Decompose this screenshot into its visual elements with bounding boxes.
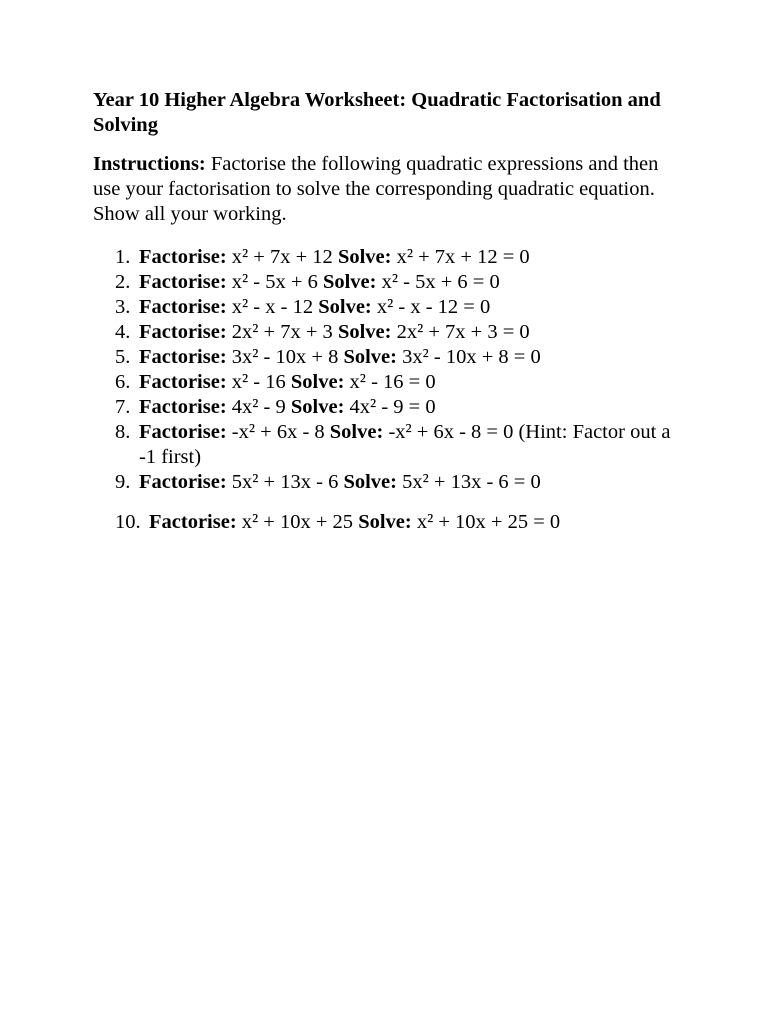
question-body — [149, 510, 560, 535]
question-item — [93, 420, 673, 470]
question-expression: x² + 10x + 25 — [241, 511, 354, 533]
factorise-label: Factorise: — [149, 511, 237, 533]
question-expression: x² + 7x + 12 — [231, 246, 333, 268]
worksheet-title: Year 10 Higher Algebra Worksheet: Quadratic Factorisation and Solving — [93, 89, 661, 136]
question-item — [93, 270, 673, 295]
factorise-label: Factorise: — [139, 421, 227, 443]
solve-label: Solve: — [318, 296, 372, 318]
solve-label: Solve: — [290, 396, 345, 418]
question-expression: -x² + 6x - 8 — [231, 421, 325, 443]
question-number: 1. — [115, 246, 131, 268]
question-equation: x² + 10x + 25 = 0 — [416, 511, 561, 533]
worksheet-page — [93, 88, 673, 535]
factorise-label: Factorise: — [139, 296, 227, 318]
question-item — [93, 245, 673, 270]
question-list — [93, 245, 673, 535]
question-equation: 5x² + 13x - 6 = 0 — [402, 471, 541, 493]
question-number: 4. — [115, 321, 131, 343]
question-expression: x² - 5x + 6 — [231, 271, 318, 293]
question-number: 10. — [115, 511, 141, 533]
question-equation: 4x² - 9 = 0 — [349, 396, 436, 418]
solve-label: Solve: — [343, 471, 397, 493]
question-equation: x² - 5x + 6 = 0 — [381, 271, 500, 293]
question-number: 2. — [115, 271, 131, 293]
factorise-label: Factorise: — [139, 396, 227, 418]
solve-label: Solve: — [337, 321, 392, 343]
question-number: 6. — [115, 371, 131, 393]
question-expression: 3x² - 10x + 8 — [231, 346, 339, 368]
question-number: 7. — [115, 396, 131, 418]
question-equation: x² - 16 = 0 — [349, 371, 436, 393]
question-item — [93, 395, 673, 420]
factorise-label: Factorise: — [139, 246, 227, 268]
question-item — [93, 320, 673, 345]
solve-label: Solve: — [337, 246, 392, 268]
instructions-label: Instructions: — [93, 153, 206, 175]
question-number: 3. — [115, 296, 131, 318]
question-item — [93, 295, 673, 320]
question-expression: x² - x - 12 — [231, 296, 314, 318]
question-item — [93, 470, 673, 495]
factorise-label: Factorise: — [139, 471, 227, 493]
solve-label: Solve: — [290, 371, 345, 393]
factorise-label: Factorise: — [139, 271, 227, 293]
question-number: 5. — [115, 346, 131, 368]
question-equation: x² + 7x + 12 = 0 — [396, 246, 530, 268]
question-expression: 4x² - 9 — [231, 396, 286, 418]
question-item — [93, 345, 673, 370]
question-expression: x² - 16 — [231, 371, 286, 393]
factorise-label: Factorise: — [139, 346, 227, 368]
question-item — [93, 370, 673, 395]
question-item — [93, 510, 673, 535]
question-equation: x² - x - 12 = 0 — [376, 296, 491, 318]
factorise-label: Factorise: — [139, 321, 227, 343]
question-expression: 5x² + 13x - 6 — [231, 471, 339, 493]
solve-label: Solve: — [343, 346, 397, 368]
factorise-label: Factorise: — [139, 371, 227, 393]
solve-label: Solve: — [322, 271, 377, 293]
question-expression: 2x² + 7x + 3 — [231, 321, 333, 343]
instructions-paragraph — [93, 152, 673, 227]
question-equation: 3x² - 10x + 8 = 0 — [402, 346, 541, 368]
question-equation: -x² + 6x - 8 = 0 (Hint: Factor out a -1 first) — [139, 421, 671, 468]
solve-label: Solve: — [358, 511, 412, 533]
question-number: 8. — [115, 421, 131, 443]
question-number: 9. — [115, 471, 131, 493]
instructions-text: Factorise the following quadratic expressions and then use your factorisation to solve the corresponding quadratic equation. Show all your working. — [93, 153, 659, 225]
solve-label: Solve: — [329, 421, 384, 443]
question-equation: 2x² + 7x + 3 = 0 — [396, 321, 530, 343]
